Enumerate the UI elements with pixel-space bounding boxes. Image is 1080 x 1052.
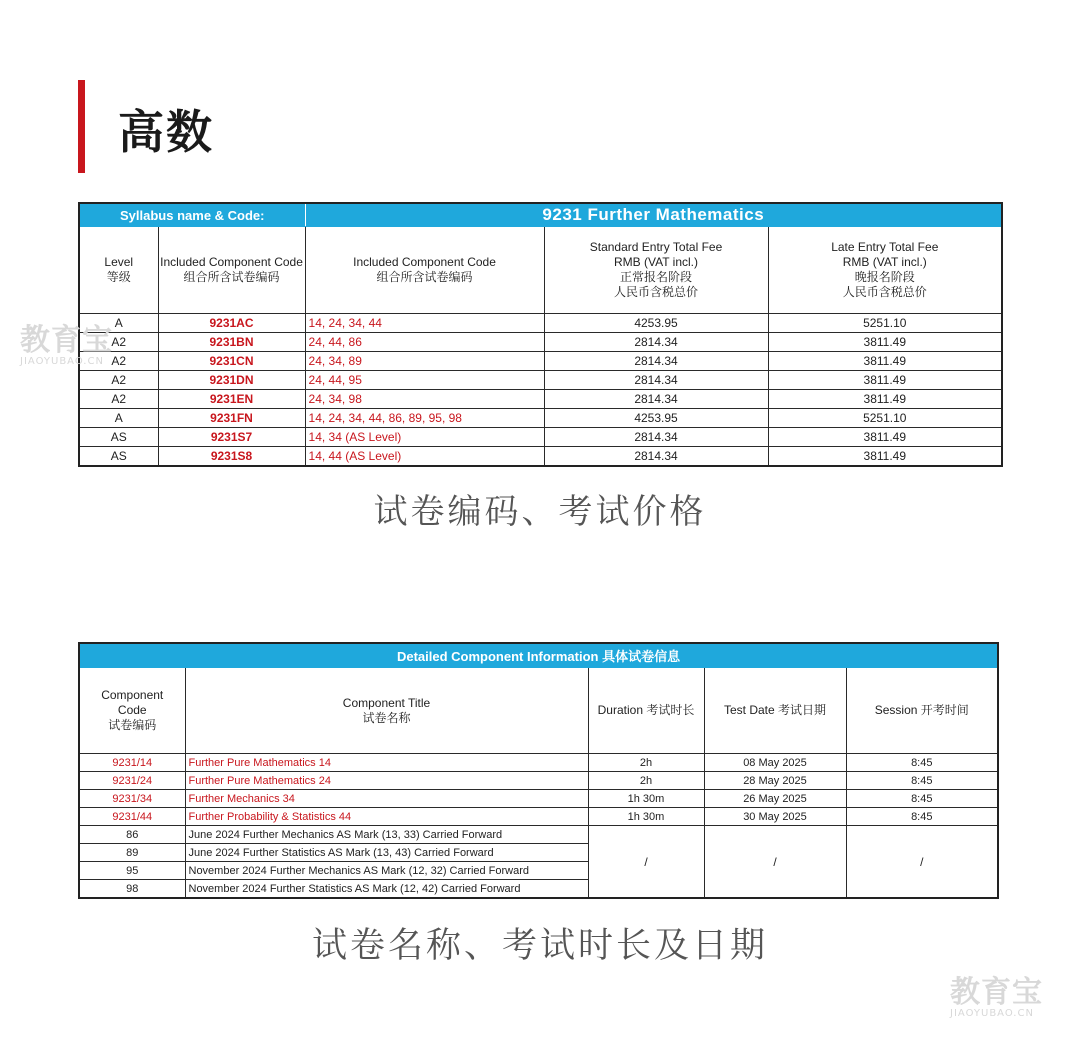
cell-code: 9231/14 [79,754,185,772]
cell-code: 9231S7 [158,428,305,447]
caption-components: 试卷名称、考试时长及日期 [311,926,768,966]
cell-components: 14, 44 (AS Level) [305,447,544,467]
header-level: Level 等级 [79,227,158,314]
header-duration: Duration 考试时长 [588,668,704,754]
cell-level: AS [79,428,158,447]
cell-date: 08 May 2025 [704,754,846,772]
cell-late-fee: 3811.49 [768,371,1002,390]
cell-level: A [79,314,158,333]
cell-components: 24, 44, 86 [305,333,544,352]
cell-duration: 1h 30m [588,808,704,826]
header-included-component: Included Component Code 组合所含试卷编码 [158,227,305,314]
table-row [79,409,1002,428]
cell-standard-fee: 4253.95 [544,314,768,333]
header-test-date: Test Date 考试日期 [704,668,846,754]
table-row [79,314,1002,333]
cell-duration: 2h [588,772,704,790]
caption-fees: 试卷编码、考试价格 [373,492,707,532]
cell-level: A2 [79,333,158,352]
cell-code: 89 [79,844,185,862]
cell-level: A [79,409,158,428]
cell-standard-fee: 2814.34 [544,390,768,409]
cell-level: A2 [79,352,158,371]
cell-late-fee: 5251.10 [768,409,1002,428]
header-component-title: Component Title 试卷名称 [185,668,588,754]
cell-late-fee: 3811.49 [768,428,1002,447]
cell-code: 9231CN [158,352,305,371]
cell-code: 9231BN [158,333,305,352]
cell-title: June 2024 Further Statistics AS Mark (13, 43) Carried Forward [185,844,588,862]
cell-late-fee: 3811.49 [768,390,1002,409]
cell-components: 14, 24, 34, 44 [305,314,544,333]
cell-duration-na: / [588,826,704,899]
cell-late-fee: 3811.49 [768,447,1002,467]
cell-code: 9231S8 [158,447,305,467]
cell-components: 14, 24, 34, 44, 86, 89, 95, 98 [305,409,544,428]
page-title: 高数 [118,105,214,159]
cell-title: June 2024 Further Mechanics AS Mark (13, 33) Carried Forward [185,826,588,844]
cell-code: 9231EN [158,390,305,409]
table-row [79,352,1002,371]
cell-title: Further Mechanics 34 [185,790,588,808]
cell-title: Further Probability & Statistics 44 [185,808,588,826]
cell-date: 26 May 2025 [704,790,846,808]
cell-code: 98 [79,880,185,899]
cell-code: 9231/34 [79,790,185,808]
cell-code: 86 [79,826,185,844]
header-session: Session 开考时间 [846,668,998,754]
cell-code: 9231AC [158,314,305,333]
cell-title: Further Pure Mathematics 14 [185,754,588,772]
table-row [79,754,998,772]
cell-standard-fee: 4253.95 [544,409,768,428]
cell-standard-fee: 2814.34 [544,371,768,390]
cell-level: A2 [79,371,158,390]
cell-code: 9231FN [158,409,305,428]
cell-late-fee: 3811.49 [768,333,1002,352]
header-component-code: Component Code 试卷编码 [79,668,185,754]
table-row [79,772,998,790]
cell-session: 8:45 [846,808,998,826]
cell-date: 30 May 2025 [704,808,846,826]
header-component-code: Included Component Code 组合所含试卷编码 [305,227,544,314]
cell-standard-fee: 2814.34 [544,428,768,447]
watermark-logo: 教育宝 JIAOYUBAO.CN [20,323,113,367]
cell-title: Further Pure Mathematics 24 [185,772,588,790]
component-table-title: Detailed Component Information 具体试卷信息 [79,643,998,668]
cell-date: 28 May 2025 [704,772,846,790]
header-standard-fee: Standard Entry Total Fee RMB (VAT incl.) 正常报名阶段 人民币含税总价 [544,227,768,314]
cell-title: November 2024 Further Statistics AS Mark (12, 42) Carried Forward [185,880,588,899]
header-late-fee: Late Entry Total Fee RMB (VAT incl.) 晚报名阶段 人民币含税总价 [768,227,1002,314]
table-row [79,447,1002,467]
cell-date-na: / [704,826,846,899]
cell-components: 14, 34 (AS Level) [305,428,544,447]
cell-late-fee: 3811.49 [768,352,1002,371]
cell-code: 9231/44 [79,808,185,826]
table-row [79,371,1002,390]
cell-session-na: / [846,826,998,899]
cell-level: A2 [79,390,158,409]
table-row [79,333,1002,352]
cell-duration: 2h [588,754,704,772]
table-row [79,808,998,826]
cell-components: 24, 34, 89 [305,352,544,371]
title-accent-bar [78,80,85,173]
watermark-logo: 教育宝 JIAOYUBAO.CN [950,975,1043,1019]
cell-session: 8:45 [846,754,998,772]
syllabus-label: Syllabus name & Code: [79,203,305,227]
component-table [78,642,999,899]
table-row [79,428,1002,447]
cell-code: 9231DN [158,371,305,390]
cell-components: 24, 44, 95 [305,371,544,390]
table-row [79,826,998,844]
cell-code: 95 [79,862,185,880]
cell-standard-fee: 2814.34 [544,447,768,467]
cell-code: 9231/24 [79,772,185,790]
fee-table [78,202,1003,467]
cell-level: AS [79,447,158,467]
table-row [79,390,1002,409]
cell-standard-fee: 2814.34 [544,333,768,352]
cell-session: 8:45 [846,790,998,808]
table-row [79,790,998,808]
cell-standard-fee: 2814.34 [544,352,768,371]
cell-title: November 2024 Further Mechanics AS Mark (12, 32) Carried Forward [185,862,588,880]
cell-session: 8:45 [846,772,998,790]
cell-components: 24, 34, 98 [305,390,544,409]
cell-duration: 1h 30m [588,790,704,808]
syllabus-title: 9231 Further Mathematics [305,203,1002,227]
cell-late-fee: 5251.10 [768,314,1002,333]
